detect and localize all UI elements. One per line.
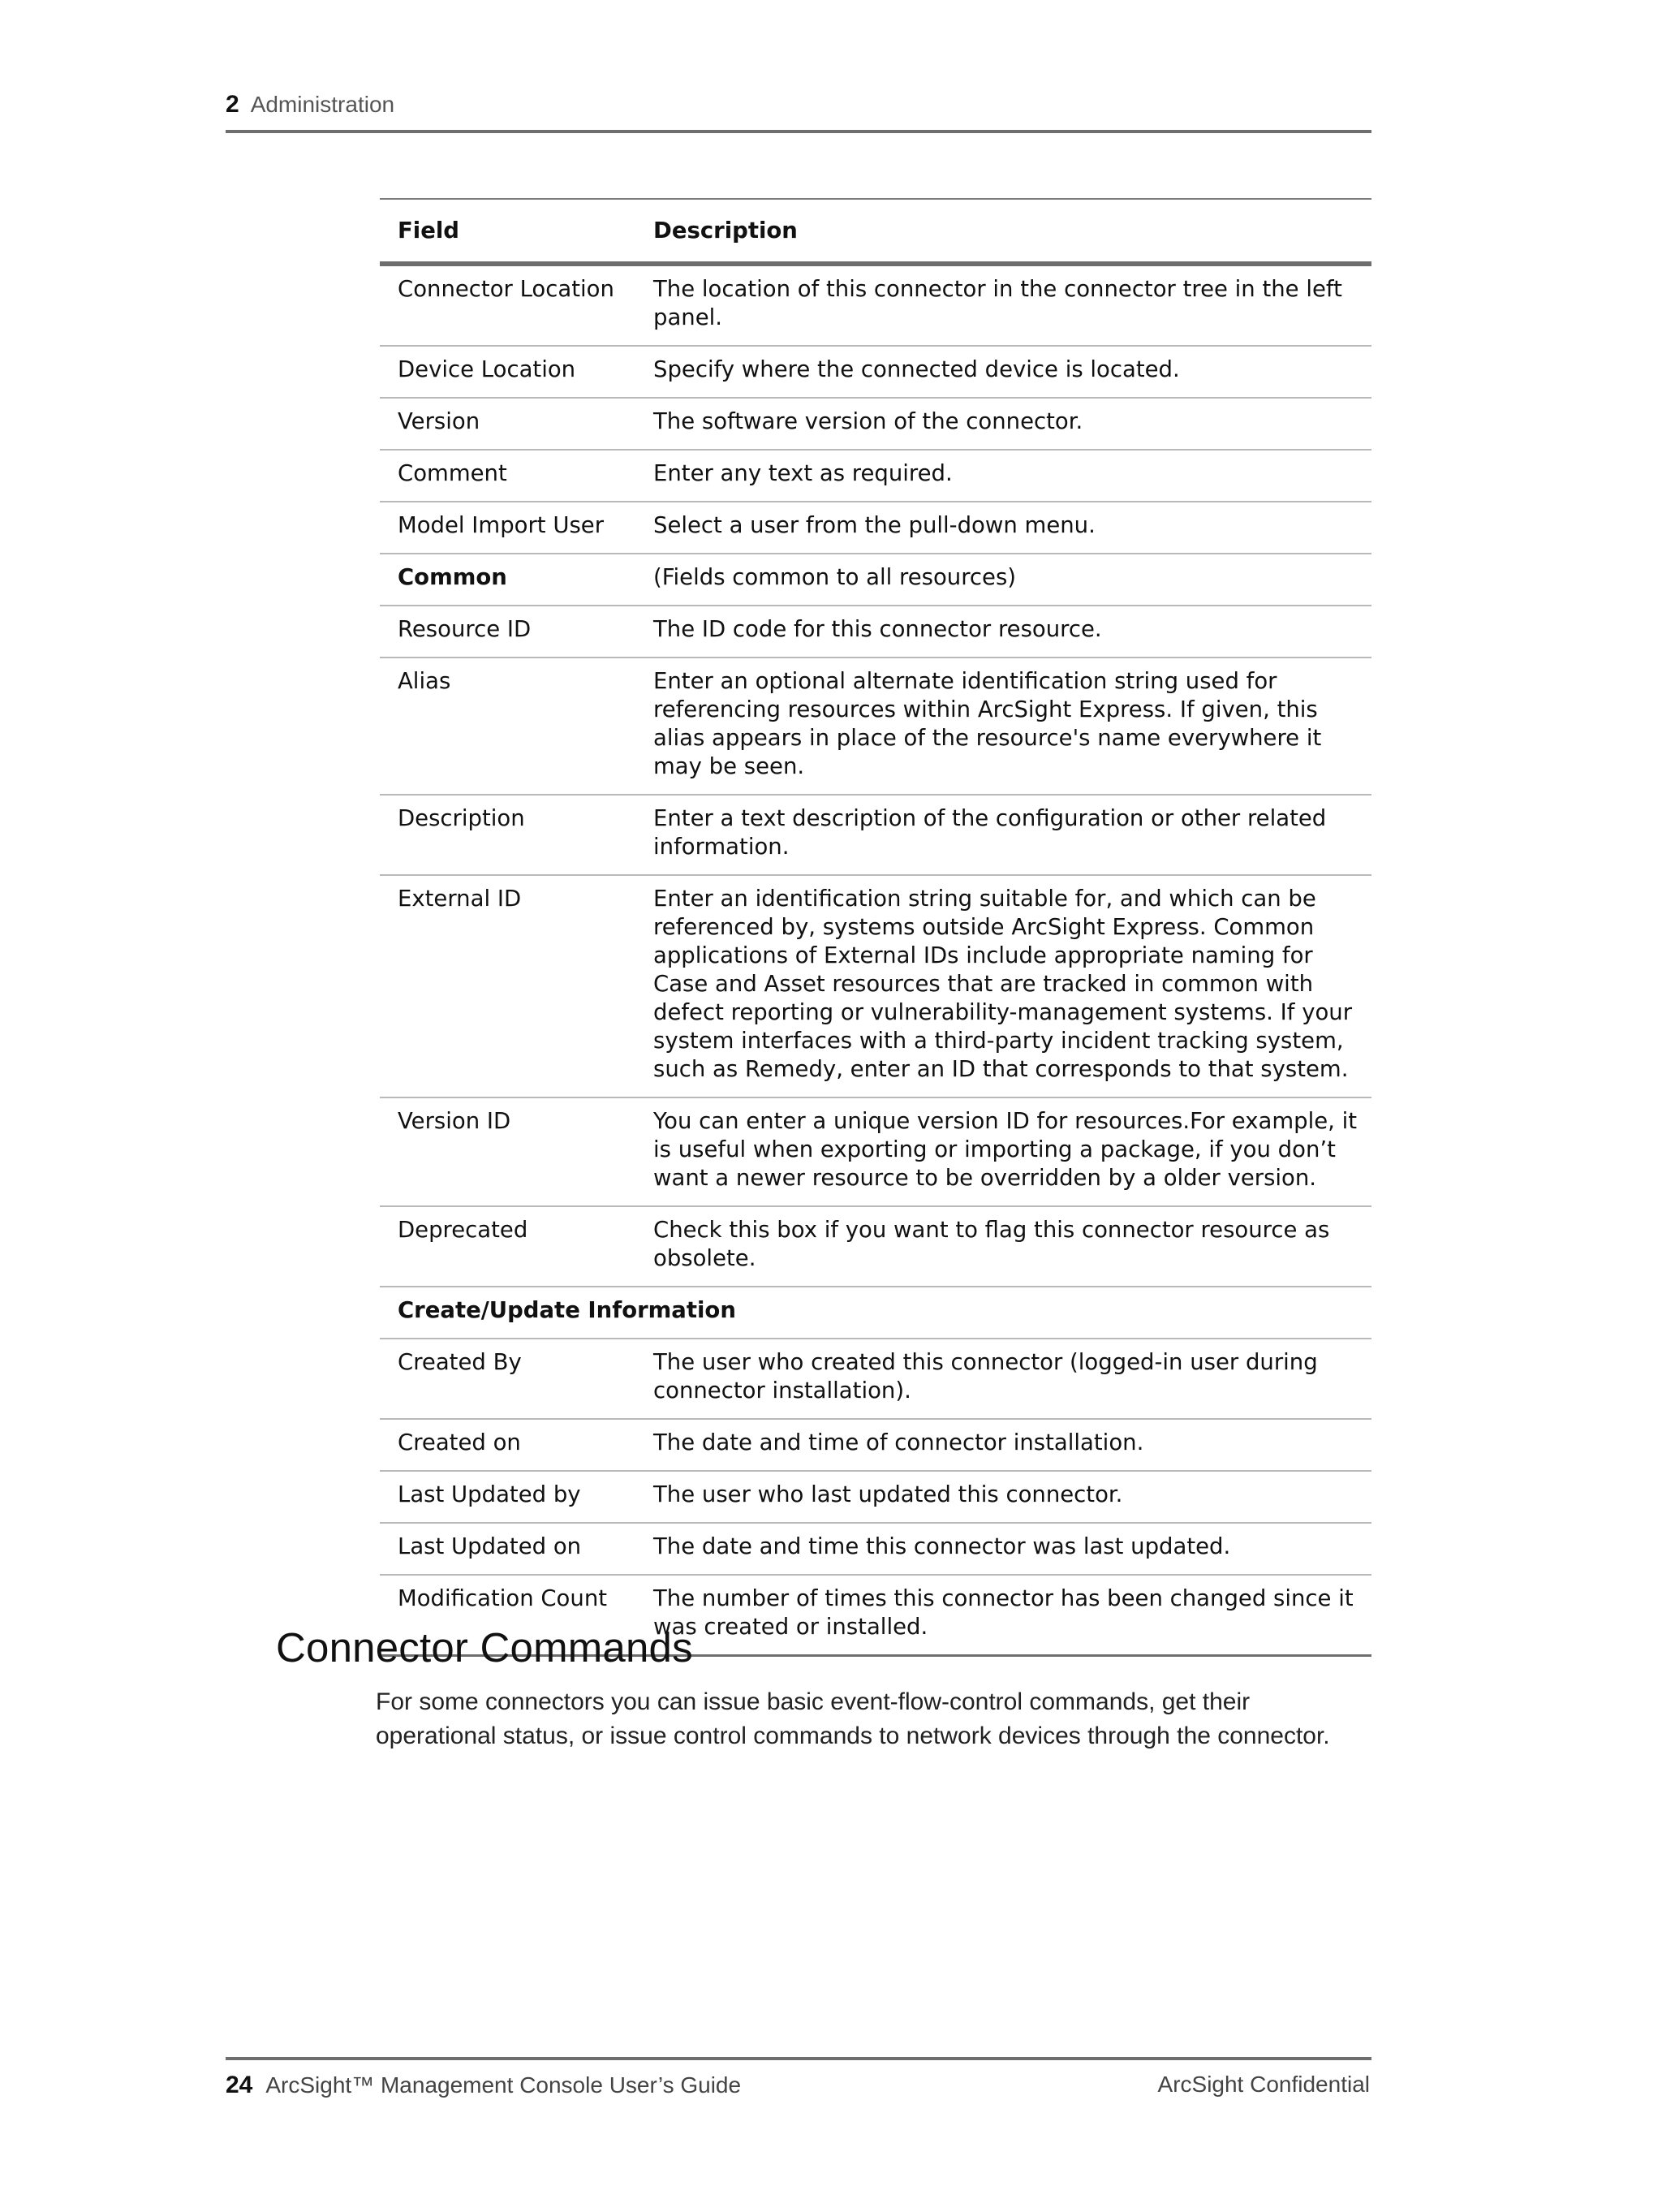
table-row (380, 502, 1371, 554)
table-row (380, 875, 1371, 1097)
chapter-title: Administration (250, 92, 395, 117)
table-row (380, 1523, 1371, 1575)
book-title: ArcSight™ Management Console User’s Guide (265, 2072, 742, 2098)
description-cell: Enter an optional alternate identification string used for referencing resources within ArcSight Express. If given, this alias appears in place of the resource's name everywhere it may be seen. (635, 658, 1371, 795)
table-row (380, 1471, 1371, 1523)
table-row (380, 346, 1371, 398)
field-cell: Alias (380, 658, 635, 795)
description-cell: Check this box if you want to flag this connector resource as obsolete. (635, 1206, 1371, 1287)
field-cell: Description (380, 795, 635, 875)
description-cell: The ID code for this connector resource. (635, 606, 1371, 658)
table-row (380, 1206, 1371, 1287)
field-cell: Created on (380, 1419, 635, 1471)
chapter-number: 2 (226, 91, 239, 118)
field-cell: Deprecated (380, 1206, 635, 1287)
field-cell: Connector Location (380, 264, 635, 346)
page-number: 24 (226, 2072, 253, 2098)
description-cell: You can enter a unique version ID for resources.For example, it is useful when exporting or importing a package, if you don’t want a newer resource to be overridden by a older version. (635, 1097, 1371, 1206)
field-cell: Comment (380, 450, 635, 502)
description-cell: Enter an identification string suitable for, and which can be referenced by, systems outside ArcSight Express. Common applications of External IDs include appropriate naming for Case and Asset resources that are tracked in common with defect reporting or vulnerability-management systems. If your system interfaces with a third-party incident tracking system, such as Remedy, enter an ID that corresponds to that system. (635, 875, 1371, 1097)
table-row (380, 658, 1371, 795)
page-header (226, 91, 1371, 133)
description-cell: The user who last updated this connector. (635, 1471, 1371, 1523)
column-header-field: Field (380, 199, 635, 264)
table-section-row-common (380, 554, 1371, 606)
field-cell: Modification Count (380, 1575, 635, 1656)
table-row (380, 398, 1371, 450)
description-cell: Select a user from the pull-down menu. (635, 502, 1371, 554)
description-cell: The user who created this connector (logged-in user during connector installation). (635, 1339, 1371, 1419)
field-cell: External ID (380, 875, 635, 1097)
description-cell: Enter any text as required. (635, 450, 1371, 502)
table-row (380, 1339, 1371, 1419)
field-cell: Version (380, 398, 635, 450)
field-cell: Device Location (380, 346, 635, 398)
page-footer (226, 2057, 1371, 2099)
table-row (380, 795, 1371, 875)
section-label: Common (380, 554, 635, 606)
confidential-label: ArcSight Confidential (1157, 2072, 1370, 2097)
section-description: (Fields common to all resources) (635, 554, 1371, 606)
table-row (380, 264, 1371, 346)
field-cell: Last Updated by (380, 1471, 635, 1523)
field-cell: Resource ID (380, 606, 635, 658)
table-row (380, 1419, 1371, 1471)
table-row (380, 450, 1371, 502)
table-row (380, 1097, 1371, 1206)
section-heading: Connector Commands (276, 1624, 693, 1671)
section-label: Create/Update Information (380, 1287, 1371, 1339)
table-header-row (380, 199, 1371, 264)
description-cell: Enter a text description of the configuration or other related information. (635, 795, 1371, 875)
field-cell: Model Import User (380, 502, 635, 554)
table-section-row-create-update (380, 1287, 1371, 1339)
description-cell: The date and time of connector installation. (635, 1419, 1371, 1471)
section-paragraph: For some connectors you can issue basic event-flow-control commands, get their operational status, or issue control commands to network devices through the connector. (376, 1688, 1330, 1749)
description-cell: The date and time this connector was last updated. (635, 1523, 1371, 1575)
description-cell: The location of this connector in the connector tree in the left panel. (635, 264, 1371, 346)
field-description-table (380, 198, 1371, 1657)
field-cell: Last Updated on (380, 1523, 635, 1575)
description-cell: Specify where the connected device is located. (635, 346, 1371, 398)
table-row (380, 606, 1371, 658)
field-cell: Created By (380, 1339, 635, 1419)
column-header-description: Description (635, 199, 1371, 264)
description-cell: The number of times this connector has been changed since it was created or installed. (635, 1575, 1371, 1656)
field-cell: Version ID (380, 1097, 635, 1206)
description-cell: The software version of the connector. (635, 398, 1371, 450)
